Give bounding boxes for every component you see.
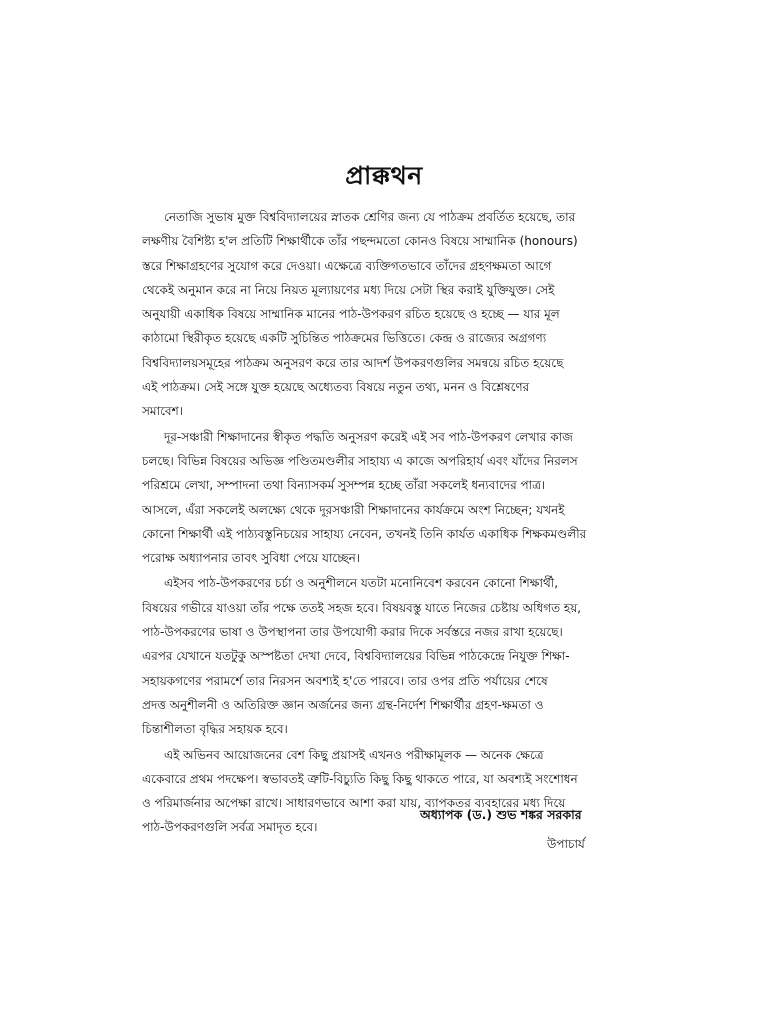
text-line: চলছে। বিভিন্ন বিষয়ের অভিজ্ঞ পণ্ডিতমণ্ডলীর সাহায্য এ কাজে অপরিহার্য এবং যাঁদের নিরলস [142,453,578,468]
text-line: সহায়কগণের পরামর্শে তার নিরসন অবশ্যই হ'তে পারবে। তার ওপর প্রতি পর্যায়ের শেষে [142,673,548,688]
text-line: স্তরে শিক্ষাগ্রহণের সুযোগ করে দেওয়া। এক্ষেত্রে ব্যক্তিগতভাবে তাঁদের গ্রহণক্ষমতা আগে [142,258,552,273]
text-line: কাঠামো স্থিরীকৃত হয়েছে একটি সুচিন্তিত পাঠক্রমের ভিত্তিতে। কেন্দ্র ও রাজ্যের অগ্রগণ্য [142,331,547,346]
paragraph-3 [142,571,624,741]
text-line: চিন্তাশীলতা বৃদ্ধির সহায়ক হবে। [142,722,288,737]
text-line: ও পরিমার্জনার অপেক্ষা রাখে। সাধারণভাবে আশা করা যায়, ব্যাপকতর ব্যবহারের মধ্য দিয়ে [142,796,566,811]
text-line: পাঠ-উপকরণের ভাষা ও উপস্থাপনা তার উপযোগী করার দিকে সর্বস্তরে নজর রাখা হয়েছে। [142,625,563,640]
text-line: পাঠ-উপকরণগুলি সর্বত্র সমাদৃত হবে। [142,820,318,835]
signature-name: অধ্যাপক (ড.) শুভ শঙ্কর সরকার [420,807,582,822]
text-line: সমাবেশ। [142,404,183,419]
text-line: পরোক্ষ অধ্যাপনার তাবৎ সুবিধা পেয়ে যাচ্ছেন। [142,551,361,566]
foreword-body [142,205,624,841]
text-line: বিশ্ববিদ্যালয়সমূহের পাঠক্রম অনুসরণ করে তার আদর্শ উপকরণগুলির সমন্বয়ে রচিত হয়েছে [142,355,564,370]
page-title: প্রাক্কথন [345,161,423,190]
text-line: নেতাজি সুভাষ মুক্ত বিশ্ববিদ্যালয়ের স্নাতক শ্রেণির জন্য যে পাঠক্রম প্রবর্তিত হয়েছে, তার [164,210,576,224]
text-line: পরিশ্রমে লেখা, সম্পাদনা তথা বিন্যাসকর্ম সুসম্পন্ন হচ্ছে তাঁরা সকলেই ধন্যবাদের পাত্র। [142,478,546,493]
text-line: এই অভিনব আয়োজনের বেশ কিছু প্রয়াসই এখনও পরীক্ষামূলক — অনেক ক্ষেত্রে [164,747,544,762]
signature-designation: উপাচার্য [547,837,585,851]
text-line: এরপর যেখানে যতটুকু অস্পষ্টতা দেখা দেবে, বিশ্ববিদ্যালয়ের বিভিন্ন পাঠকেন্দ্রে নিযুক্ত শিক্ষা- [142,649,570,664]
text-line: বিষয়ের গভীরে যাওয়া তাঁর পক্ষে ততই সহজ হবে। বিষয়বস্তু যাতে নিজের চেষ্টায় অধিগত হয়, [142,600,582,615]
text-line: দূর-সঞ্চারী শিক্ষাদানের স্বীকৃত পদ্ধতি অনুসরণ করেই এই সব পাঠ-উপকরণ লেখার কাজ [164,429,573,444]
text-line: এই পাঠক্রম। সেই সঙ্গে যুক্ত হয়েছে অধ্যেতব্য বিষয়ে নতুন তথ্য, মনন ও বিশ্লেষণের [142,380,530,395]
text-line: এইসব পাঠ-উপকরণের চর্চা ও অনুশীলনে যতটা মনোনিবেশ করবেন কোনো শিক্ষার্থী, [164,576,559,591]
text-line: লক্ষণীয় বৈশিষ্ট্য হ'ল প্রতিটি শিক্ষার্থীকে তাঁর পছন্দমতো কোনও বিষয়ে সাম্মানিক (honours) [142,234,578,249]
text-line: থেকেই অনুমান করে না নিয়ে নিয়ত মূল্যায়ণের মধ্য দিয়ে সেটা স্থির করাই যুক্তিযুক্ত। সেই [142,282,555,297]
paragraph-4 [142,743,624,840]
text-line: প্রদত্ত অনুশীলনী ও অতিরিক্ত জ্ঞান অর্জনের জন্য গ্রন্থ-নির্দেশ শিক্ষার্থীর গ্রহণ-ক্ষমতা ও [142,697,544,712]
text-line: কোনো শিক্ষার্থী এই পাঠ্যবস্তুনিচয়ের সাহায্য নেবেন, তখনই তিনি কার্যত একাধিক শিক্ষকমণ্ডলীর [142,526,587,541]
text-line: আসলে, এঁরা সকলেই অলক্ষ্যে থেকে দূরসঞ্চারী শিক্ষাদানের কার্যক্রমে অংশ নিচ্ছেন; যখনই [142,502,565,517]
paragraph-1 [142,205,624,424]
text-line: অনুযায়ী একাধিক বিষয়ে সাম্মানিক মানের পাঠ-উপকরণ রচিত হয়েছে ও হচ্ছে — যার মূল [142,307,560,322]
paragraph-2 [142,425,624,571]
text-line: একেবারে প্রথম পদক্ষেপ। স্বভাবতই ত্রুটি-বিচ্যুতি কিছু কিছু থাকতে পারে, যা অবশ্যই সংশোধন [142,771,578,786]
